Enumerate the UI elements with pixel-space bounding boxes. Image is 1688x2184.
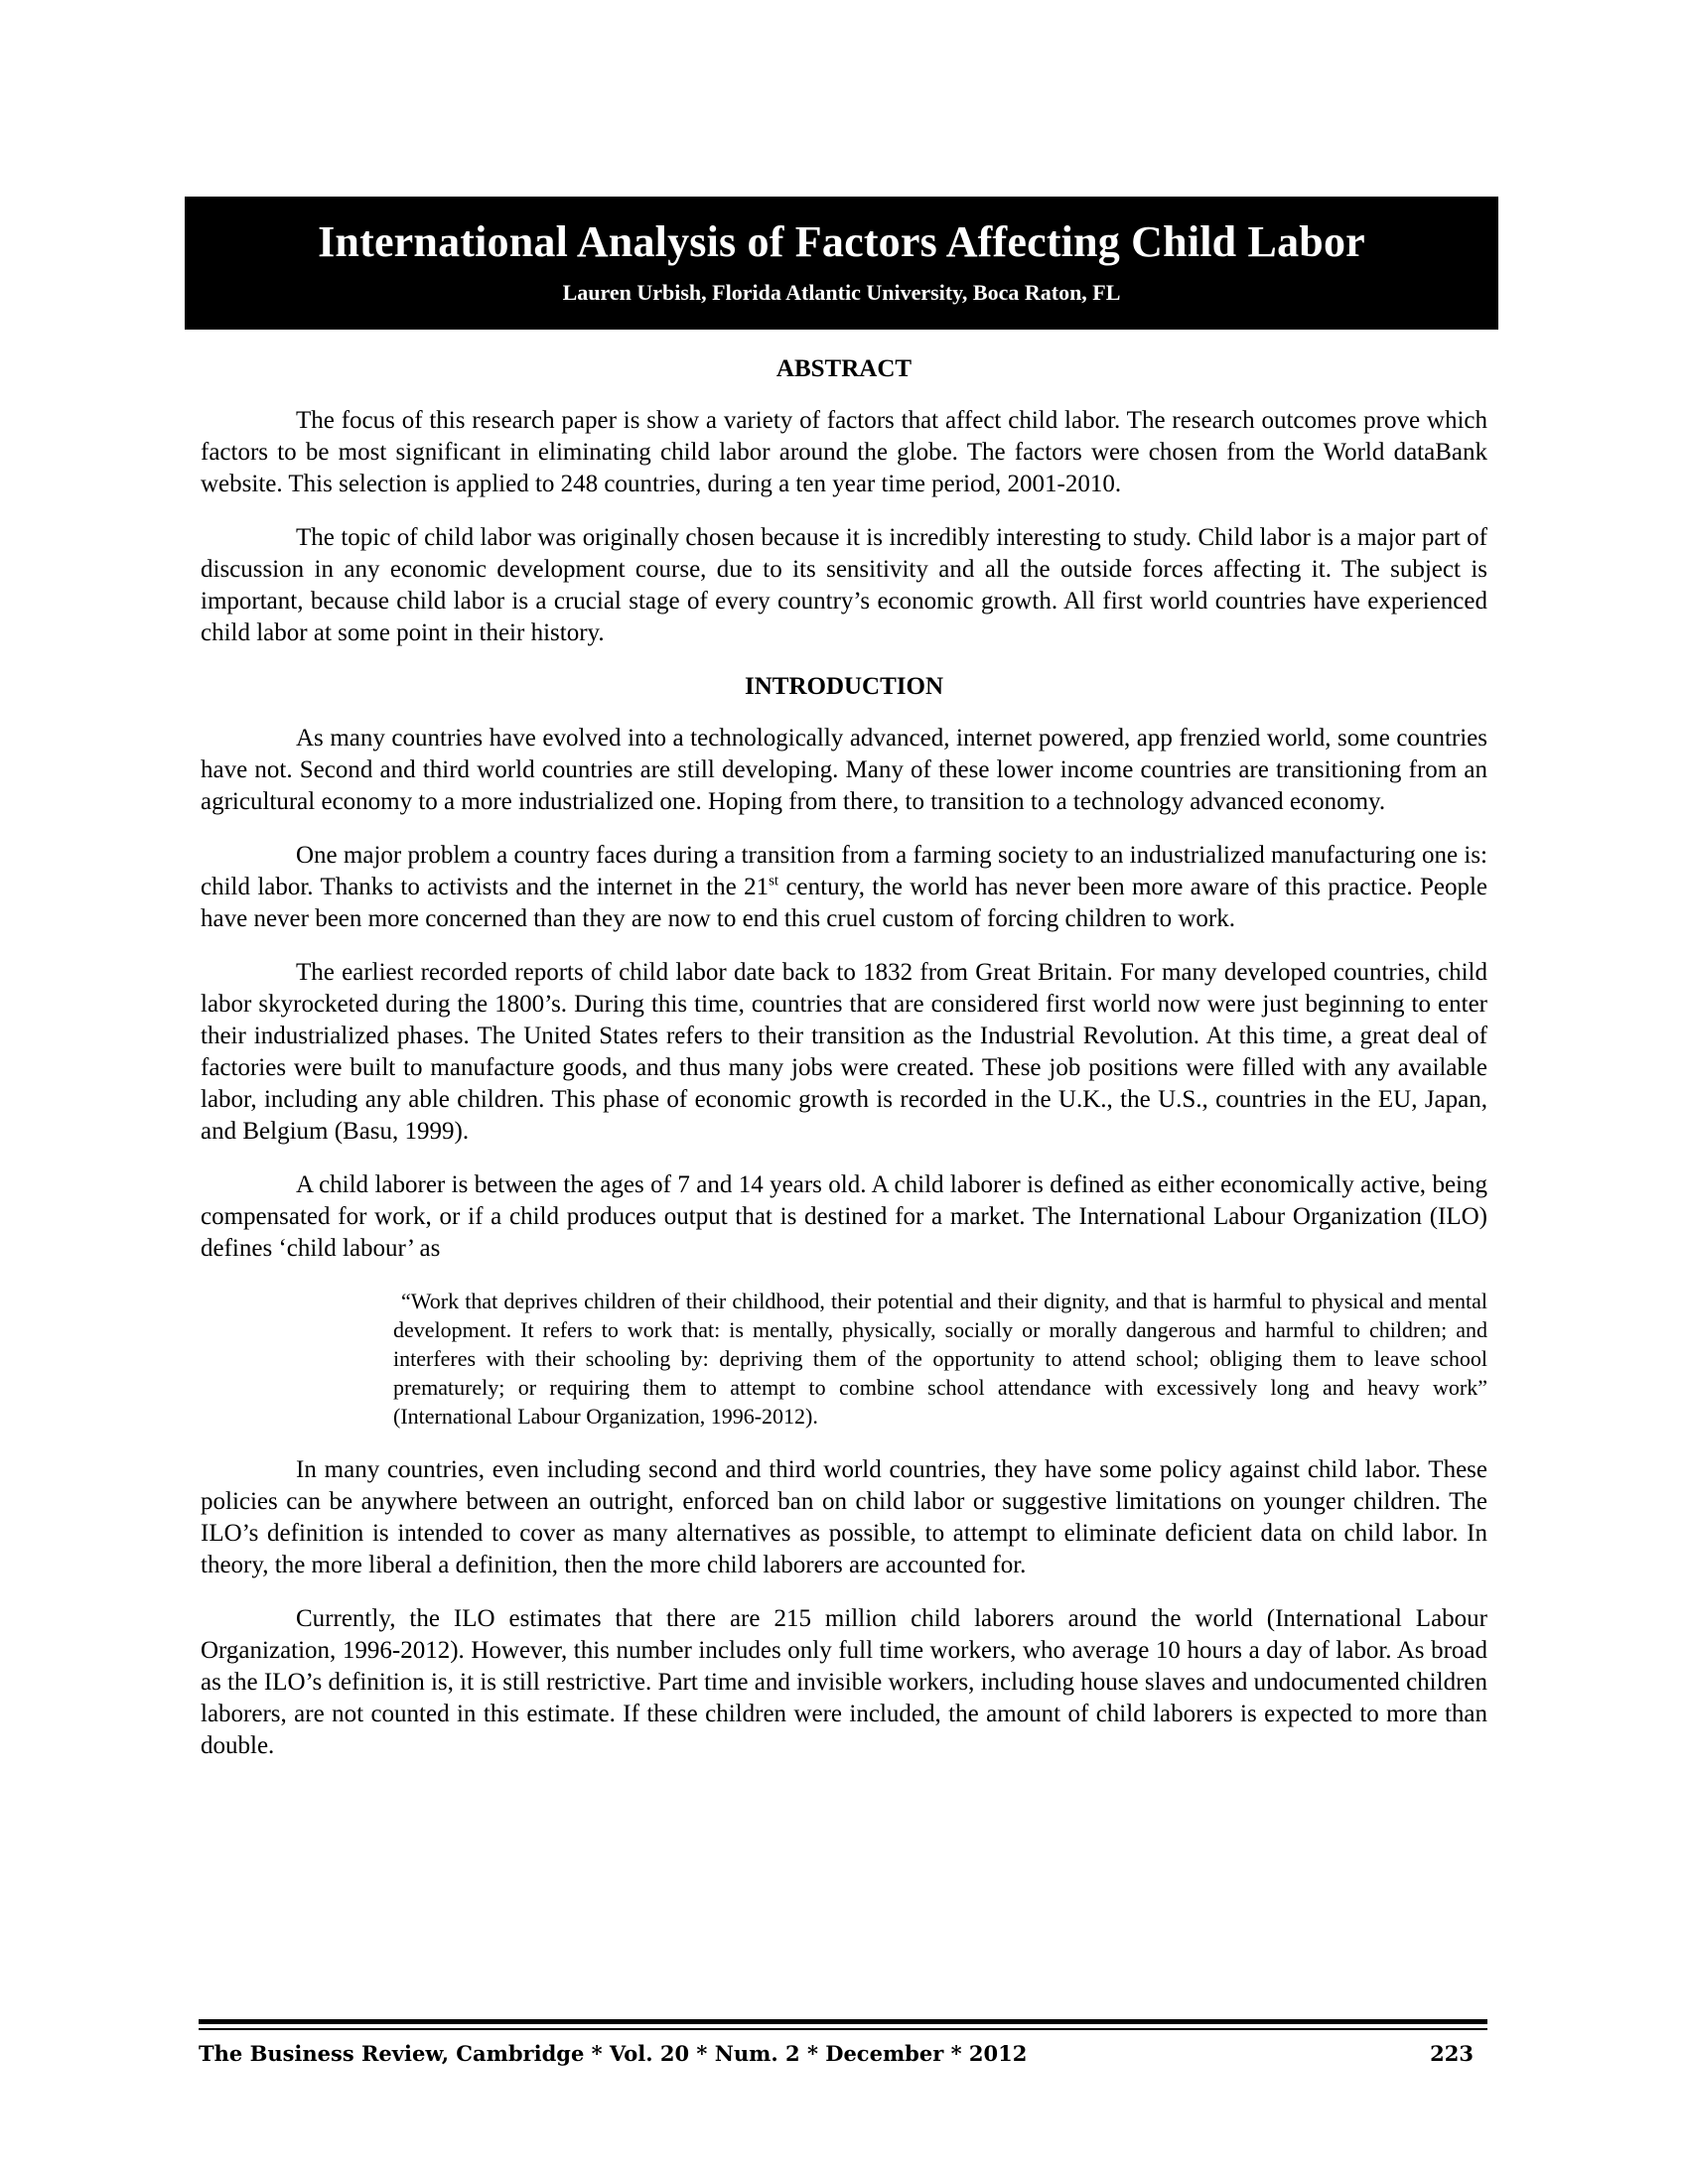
intro-paragraph-2: [201, 840, 1487, 935]
journal-citation: The Business Review, Cambridge * Vol. 20 * Num. 2 * December * 2012: [199, 2041, 1028, 2066]
title-banner: [185, 197, 1498, 330]
author-byline: Lauren Urbish, Florida Atlantic University, Boca Raton, FL: [562, 280, 1121, 305]
intro-paragraph-5: In many countries, even including second and third world countries, they have some policy against child labor. These policies can be anywhere between an outright, enforced ban on child labor or suggestive limitations on younger children. The ILO’s definition is intended to cover as many alternatives as possible, to attempt to eliminate deficient data on child labor. In theory, the more liberal a definition, then the more child laborers are accounted for.: [201, 1456, 1487, 1578]
paper-title: International Analysis of Factors Affecting Child Labor: [318, 217, 1365, 266]
intro-paragraph-3: The earliest recorded reports of child labor date back to 1832 from Great Britain. For many developed countries, child labor skyrocketed during the 1800’s. During this time, countries that are considered first world now were just beginning to enter their industrialized phases. The United States refers to their transition as the Industrial Revolution. At this time, a great deal of factories were built to manufacture goods, and thus many jobs were created. These job positions were filled with any available labor, including any able children. This phase of economic growth is recorded in the U.K., the U.S., countries in the EU, Japan, and Belgium (Basu, 1999).: [201, 959, 1487, 1145]
introduction-heading: INTRODUCTION: [744, 673, 944, 700]
ilo-definition-quote: “Work that deprives children of their childhood, their potential and their dignity, and that is harmful to physical and mental development. It refers to work that: is mentally, physically, socially or morally dangerous and harmful to children; and interferes with their schooling by: depriving them of the opportunity to attend school; obliging them to leave school prematurely; or requiring them to attempt to combine school attendance with excessively long and heavy work” (International Labour Organization, 1996-2012).: [393, 1289, 1487, 1429]
intro-paragraph-6: Currently, the ILO estimates that there are 215 million child laborers around the world (International Labour Organization, 1996-2012). However, this number includes only full time workers, who average 10 hours a day of labor. As broad as the ILO’s definition is, it is still restrictive. Part time and invisible workers, including house slaves and undocumented children laborers, are not counted in this estimate. If these children were included, the amount of child laborers is expected to more than double.: [201, 1605, 1487, 1759]
footer-rule-thick: [199, 2019, 1487, 2024]
intro-paragraph-2-part-1: One major problem a country faces during a transition from a farming society to an industrialized manufacturing one is: child labor. Thanks to activists and the internet in the 21: [201, 842, 1487, 900]
intro-paragraph-2-part-2: century, the world has never been more aware of this practice. People have never been more concerned than they are now to end this cruel custom of forcing children to work.: [201, 874, 1487, 932]
footer-rule-thin: [199, 2028, 1487, 2030]
abstract-paragraph-1: The focus of this research paper is show a variety of factors that affect child labor. The research outcomes prove which factors to be most significant in eliminating child labor around the globe. The factors were chosen from the World dataBank website. This selection is applied to 248 countries, during a ten year time period, 2001-2010.: [201, 407, 1487, 497]
superscript-st: st: [769, 873, 779, 889]
abstract-paragraph-2: The topic of child labor was originally chosen because it is incredibly interesting to study. Child labor is a major part of discussion in any economic development course, due to its sensitivity and all the outside forces affecting it. The subject is important, because child labor is a crucial stage of every country’s economic growth. All first world countries have experienced child labor at some point in their history.: [201, 524, 1487, 646]
intro-paragraph-4: A child laborer is between the ages of 7 and 14 years old. A child laborer is defined as either economically active, being compensated for work, or if a child produces output that is destined for a market. The International Labour Organization (ILO) defines ‘child labour’ as: [201, 1171, 1487, 1262]
intro-paragraph-1: As many countries have evolved into a technologically advanced, internet powered, app frenzied world, some countries have not. Second and third world countries are still developing. Many of these lower income countries are transitioning from an agricultural economy to a more industrialized one. Hoping from there, to transition to a technology advanced economy.: [201, 725, 1487, 815]
abstract-heading: ABSTRACT: [775, 355, 913, 382]
paper-body: [201, 353, 1487, 1784]
page-number: 223: [1430, 2041, 1474, 2066]
